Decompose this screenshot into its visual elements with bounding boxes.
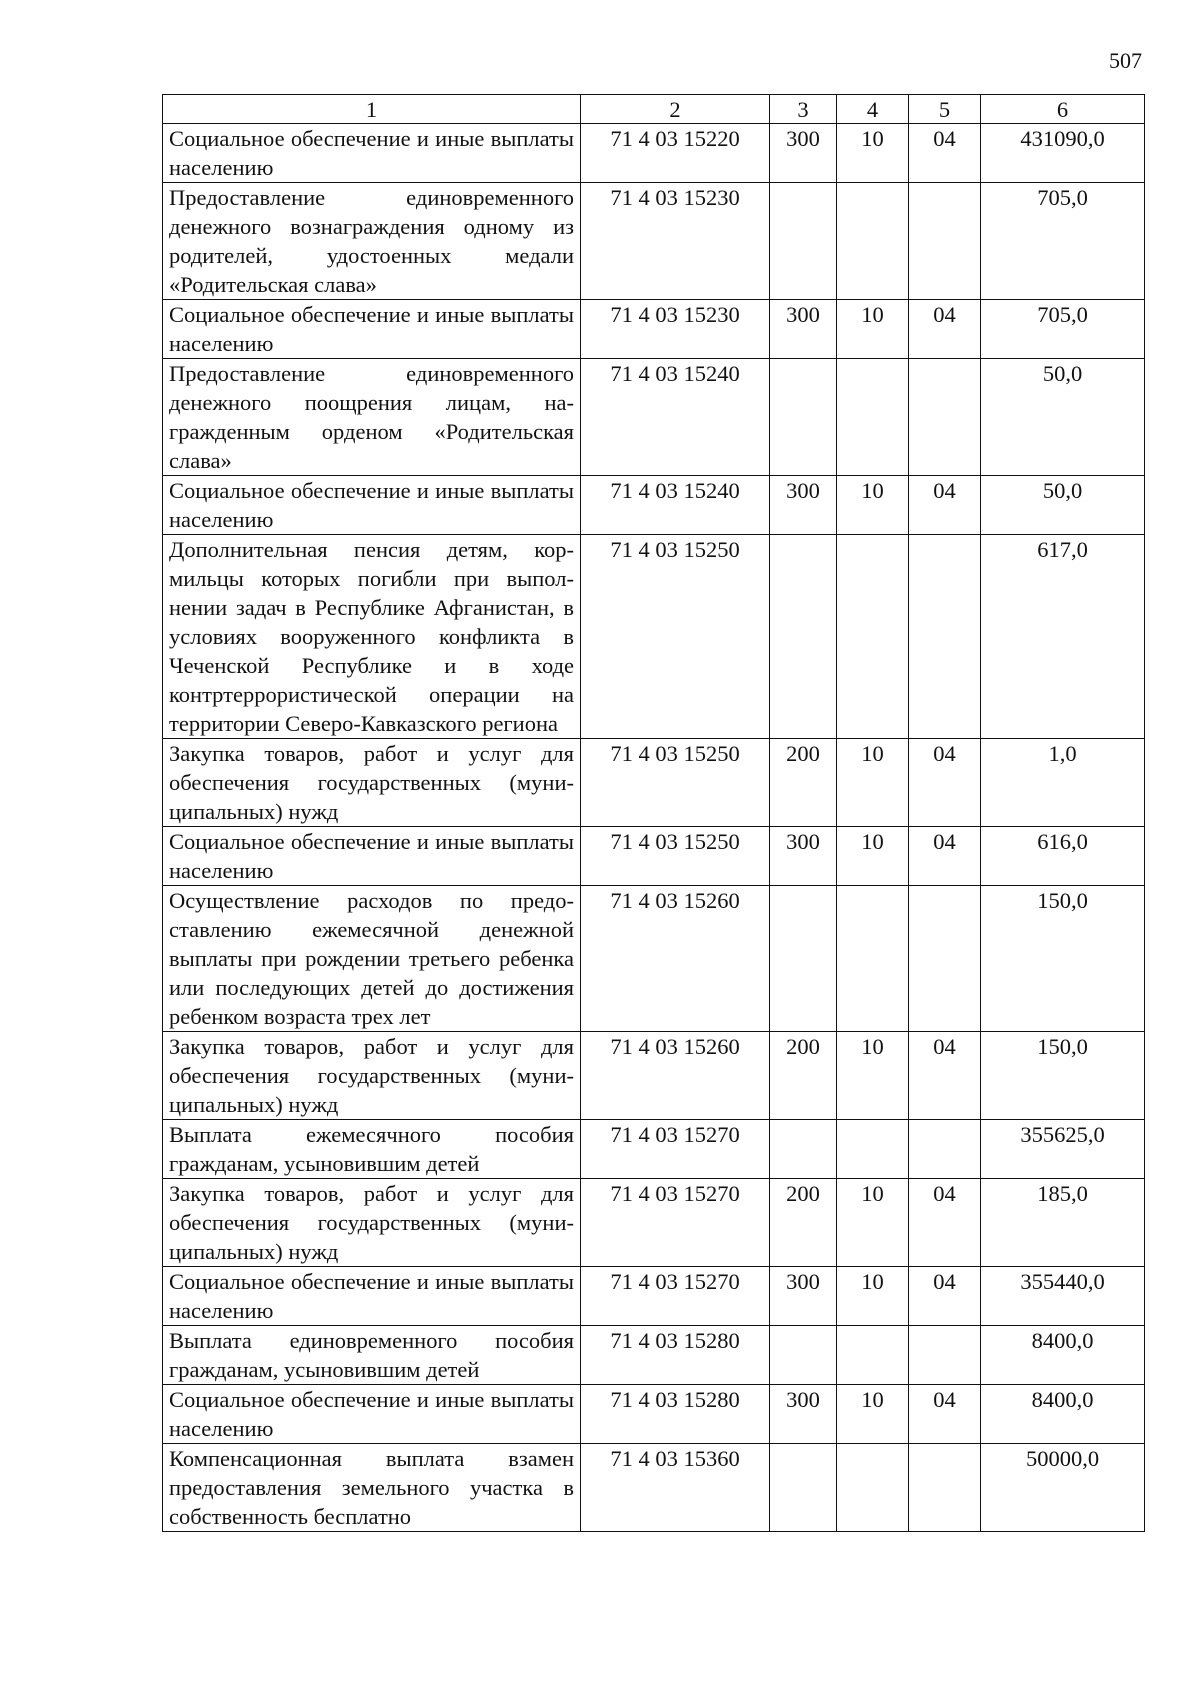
row-col3-cell — [770, 1444, 837, 1532]
row-col3-cell — [770, 1120, 837, 1179]
row-code-cell: 71 4 03 15250 — [581, 535, 770, 739]
row-col4-cell: 10 — [837, 476, 909, 535]
row-sum-cell: 50,0 — [981, 359, 1145, 476]
row-col3-cell: 300 — [770, 124, 837, 183]
row-col3-cell: 300 — [770, 476, 837, 535]
table-row — [163, 827, 1145, 886]
row-sum-cell: 355625,0 — [981, 1120, 1145, 1179]
row-col4-cell: 10 — [837, 827, 909, 886]
row-col5-cell — [909, 1326, 981, 1385]
row-code-cell: 71 4 03 15260 — [581, 886, 770, 1032]
row-col5-cell — [909, 1444, 981, 1532]
row-name-cell: Социальное обеспечение и иные выплаты населению — [163, 1385, 581, 1444]
row-col4-cell: 10 — [837, 739, 909, 827]
row-name-cell: Социальное обеспечение и иные выплаты населению — [163, 124, 581, 183]
row-col3-cell — [770, 359, 837, 476]
table-row — [163, 1385, 1145, 1444]
row-sum-cell: 705,0 — [981, 300, 1145, 359]
row-code-cell: 71 4 03 15230 — [581, 183, 770, 300]
row-col5-cell: 04 — [909, 124, 981, 183]
row-col4-cell — [837, 1444, 909, 1532]
table-row — [163, 1267, 1145, 1326]
row-sum-cell: 8400,0 — [981, 1385, 1145, 1444]
row-name-cell: Социальное обеспечение и иные выплаты населению — [163, 300, 581, 359]
row-col4-cell: 10 — [837, 1179, 909, 1267]
row-code-cell: 71 4 03 15280 — [581, 1385, 770, 1444]
header-col-5: 5 — [909, 95, 981, 124]
row-sum-cell: 50,0 — [981, 476, 1145, 535]
row-name-cell: Осуществление расходов по предоставлению ежемесячной денежной выплаты при рождении третьего ребенка или последующих детей до достижения ребенком возраста трех лет — [163, 886, 581, 1032]
row-col5-cell — [909, 359, 981, 476]
row-col4-cell: 10 — [837, 1385, 909, 1444]
row-name-cell: Компенсационная выплата взамен предоставления земельного участка в собственность бесплатно — [163, 1444, 581, 1532]
row-col4-cell: 10 — [837, 300, 909, 359]
row-name-cell: Дополнительная пенсия детям, кормильцы которых погибли при выполнении задач в Республике Афганистан, в условиях вооруженного конфликта в Чеченской Республике и в ходе контртеррористической операции на территории Северо-Кавказского региона — [163, 535, 581, 739]
row-col5-cell: 04 — [909, 300, 981, 359]
table-row — [163, 183, 1145, 300]
row-sum-cell: 1,0 — [981, 739, 1145, 827]
row-col3-cell — [770, 886, 837, 1032]
row-col5-cell: 04 — [909, 476, 981, 535]
header-col-4: 4 — [837, 95, 909, 124]
row-code-cell: 71 4 03 15250 — [581, 827, 770, 886]
row-sum-cell: 185,0 — [981, 1179, 1145, 1267]
header-col-2: 2 — [581, 95, 770, 124]
row-name-cell: Закупка товаров, работ и услуг для обеспечения государственных (муниципальных) нужд — [163, 739, 581, 827]
row-col3-cell: 300 — [770, 1385, 837, 1444]
row-col3-cell: 300 — [770, 1267, 837, 1326]
table-row — [163, 1444, 1145, 1532]
row-name-cell: Социальное обеспечение и иные выплаты населению — [163, 476, 581, 535]
row-code-cell: 71 4 03 15240 — [581, 359, 770, 476]
row-col3-cell — [770, 535, 837, 739]
page-number: 507 — [1109, 48, 1142, 73]
table-row — [163, 1032, 1145, 1120]
row-col5-cell: 04 — [909, 1032, 981, 1120]
header-col-1: 1 — [163, 95, 581, 124]
row-code-cell: 71 4 03 15360 — [581, 1444, 770, 1532]
table-row — [163, 476, 1145, 535]
row-col3-cell: 300 — [770, 827, 837, 886]
row-code-cell: 71 4 03 15260 — [581, 1032, 770, 1120]
row-sum-cell: 50000,0 — [981, 1444, 1145, 1532]
row-col3-cell: 300 — [770, 300, 837, 359]
table-row — [163, 300, 1145, 359]
row-sum-cell: 616,0 — [981, 827, 1145, 886]
row-col4-cell: 10 — [837, 124, 909, 183]
row-col3-cell — [770, 1326, 837, 1385]
table-row — [163, 359, 1145, 476]
row-code-cell: 71 4 03 15270 — [581, 1179, 770, 1267]
row-col4-cell — [837, 1120, 909, 1179]
row-col4-cell — [837, 183, 909, 300]
row-col4-cell — [837, 886, 909, 1032]
row-name-cell: Социальное обеспечение и иные выплаты населению — [163, 827, 581, 886]
row-col3-cell: 200 — [770, 1179, 837, 1267]
header-col-3: 3 — [770, 95, 837, 124]
row-sum-cell: 355440,0 — [981, 1267, 1145, 1326]
row-code-cell: 71 4 03 15240 — [581, 476, 770, 535]
row-code-cell: 71 4 03 15280 — [581, 1326, 770, 1385]
row-col5-cell: 04 — [909, 1267, 981, 1326]
row-col5-cell: 04 — [909, 1179, 981, 1267]
row-name-cell: Выплата единовременного пособия гражданам, усыновившим детей — [163, 1326, 581, 1385]
row-col3-cell — [770, 183, 837, 300]
row-col4-cell: 10 — [837, 1267, 909, 1326]
table-row — [163, 1179, 1145, 1267]
row-code-cell: 71 4 03 15230 — [581, 300, 770, 359]
row-col3-cell: 200 — [770, 739, 837, 827]
row-col5-cell — [909, 183, 981, 300]
row-name-cell: Социальное обеспечение и иные выплаты населению — [163, 1267, 581, 1326]
row-col4-cell — [837, 359, 909, 476]
header-row — [163, 95, 1145, 124]
row-col3-cell: 200 — [770, 1032, 837, 1120]
row-col4-cell — [837, 535, 909, 739]
table-row — [163, 124, 1145, 183]
row-sum-cell: 705,0 — [981, 183, 1145, 300]
row-sum-cell: 150,0 — [981, 1032, 1145, 1120]
table-row — [163, 535, 1145, 739]
row-sum-cell: 150,0 — [981, 886, 1145, 1032]
row-name-cell: Закупка товаров, работ и услуг для обеспечения государственных (муниципальных) нужд — [163, 1032, 581, 1120]
row-name-cell: Закупка товаров, работ и услуг для обеспечения государственных (муниципальных) нужд — [163, 1179, 581, 1267]
row-code-cell: 71 4 03 15270 — [581, 1120, 770, 1179]
row-code-cell: 71 4 03 15220 — [581, 124, 770, 183]
row-code-cell: 71 4 03 15270 — [581, 1267, 770, 1326]
row-name-cell: Предоставление единовременного денежного вознаграждения одному из родителей, удостоенных медали «Родительская слава» — [163, 183, 581, 300]
row-col4-cell: 10 — [837, 1032, 909, 1120]
row-sum-cell: 617,0 — [981, 535, 1145, 739]
table-row — [163, 1326, 1145, 1385]
table-row — [163, 886, 1145, 1032]
table-row — [163, 1120, 1145, 1179]
budget-table — [162, 94, 1145, 1532]
row-col5-cell: 04 — [909, 739, 981, 827]
table-header — [163, 95, 1145, 124]
table-row — [163, 739, 1145, 827]
row-sum-cell: 8400,0 — [981, 1326, 1145, 1385]
row-col5-cell — [909, 535, 981, 739]
row-col5-cell: 04 — [909, 1385, 981, 1444]
row-code-cell: 71 4 03 15250 — [581, 739, 770, 827]
row-name-cell: Предоставление единовременного денежного поощрения лицам, награжденным орденом «Родительская слава» — [163, 359, 581, 476]
row-col5-cell: 04 — [909, 827, 981, 886]
row-col5-cell — [909, 1120, 981, 1179]
table-body — [163, 124, 1145, 1532]
row-col4-cell — [837, 1326, 909, 1385]
row-sum-cell: 431090,0 — [981, 124, 1145, 183]
row-name-cell: Выплата ежемесячного пособия гражданам, усыновившим детей — [163, 1120, 581, 1179]
header-col-6: 6 — [981, 95, 1145, 124]
row-col5-cell — [909, 886, 981, 1032]
